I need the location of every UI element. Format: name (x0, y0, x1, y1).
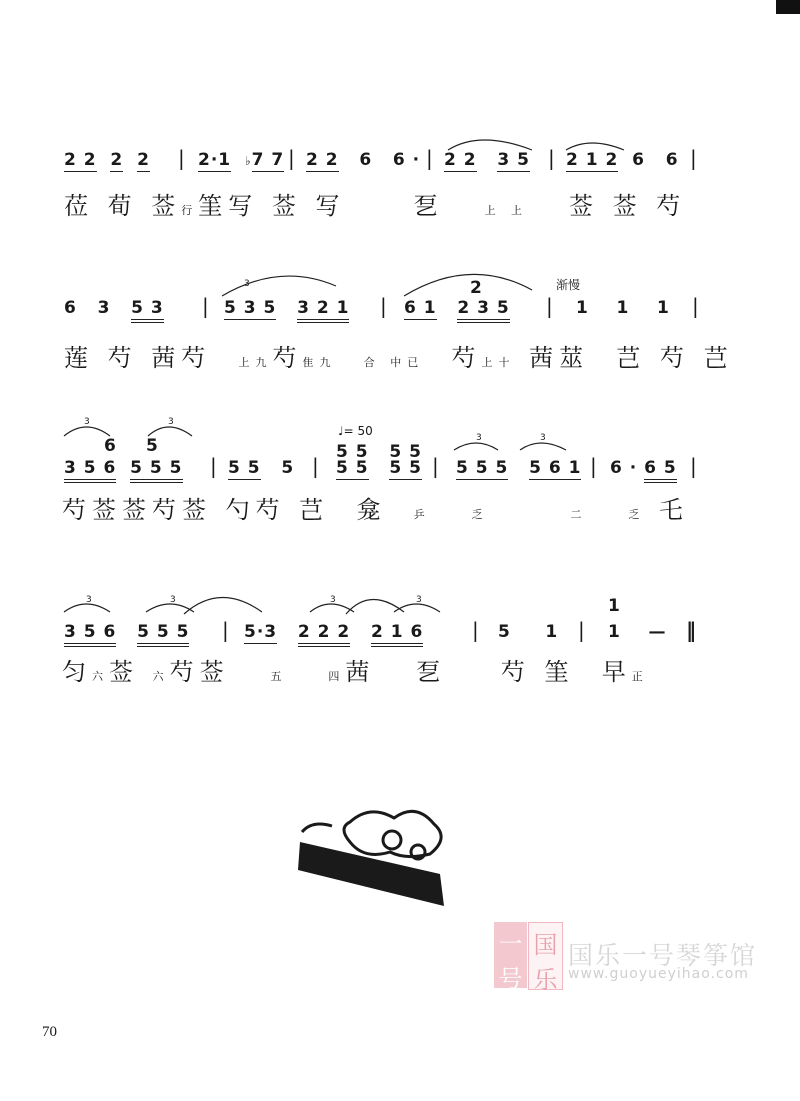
notation-measure-9: 1 1 1 (576, 298, 670, 318)
watermark-url: www.guoyueyihao.com (568, 966, 749, 982)
tempo-marking-slowing: 渐慢 (556, 278, 581, 292)
barline: | (546, 294, 553, 318)
barline: | (288, 146, 295, 170)
tablature-row-1: 莅 荀 莶行筀写 莶 写 乭 上 上 莶 莶 芍 (64, 192, 687, 220)
notation-measure-12: 5 5 5 5 (336, 458, 422, 478)
notation-measure-4: 2 2 3 5 (444, 150, 530, 170)
triplet-mark: 3 (86, 595, 92, 605)
watermark-site-name: 国乐一号琴筝馆 (568, 941, 758, 970)
notation-measure-17: 5 1 (498, 622, 559, 642)
notation-measure-13: 5 5 5 5 6 1 (456, 458, 582, 478)
upper-note: 2 (470, 278, 483, 298)
barline: | (578, 618, 585, 642)
barline: | (590, 454, 597, 478)
notation-measure-2: 2·1 ♭7 7 (198, 150, 285, 170)
notation-measure-18: 1 — (608, 622, 667, 642)
triplet-mark: 3 (168, 417, 174, 427)
barline: | (690, 454, 697, 478)
slur (222, 276, 336, 296)
notation-measure-5: 2 1 2 6 6 (566, 150, 679, 170)
triplet-mark: 3 (476, 433, 482, 443)
notation-measure-14: 6 · 6 5 (610, 458, 677, 478)
tempo-marking: ♩= 50 (338, 424, 373, 438)
notation-measure-7: 5 3 5 3 2 1 (224, 298, 349, 318)
watermark-logo-right: 国 乐 (528, 922, 563, 990)
barline: | (692, 294, 699, 318)
slur (148, 427, 192, 436)
slur (146, 604, 194, 612)
decorative-ornament-illustration (298, 811, 444, 906)
notation-row-3: 3 5 6 5 5 5 (64, 458, 183, 478)
triplet-mark: 3 (244, 279, 250, 289)
triplet-mark: 3 (84, 417, 90, 427)
notation-measure-3: 2 2 6 6 · (306, 150, 421, 170)
barline: | (690, 146, 697, 170)
tablature-row-3: 芍莶莶芍莶 勺芍 芑 龛 乒 乏 二 乏 乇 (62, 496, 689, 524)
page-number: 70 (42, 1024, 57, 1040)
final-barline: ‖ (686, 618, 696, 642)
watermark-logo-left: 一 号 (494, 922, 527, 988)
fermata-note: 1 (608, 596, 621, 616)
slur (394, 604, 440, 612)
notation-measure-16: 5·3 2 2 2 2 1 6 (244, 622, 423, 642)
slur (454, 443, 498, 450)
upper-note: 5 (146, 436, 159, 456)
slur (520, 443, 566, 450)
slur (566, 143, 624, 150)
slur (64, 427, 110, 436)
notation-row-4: 3 5 6 5 5 5 (64, 622, 189, 642)
notation-row-2: 6 3 5 3 (64, 298, 164, 318)
slur (404, 274, 532, 296)
triplet-mark: 3 (170, 595, 176, 605)
triplet-mark: 3 (330, 595, 336, 605)
barline: | (548, 146, 555, 170)
barline: | (202, 294, 209, 318)
barline: | (222, 618, 229, 642)
triplet-mark: 3 (540, 433, 546, 443)
tablature-row-4: 匀六莶 六芍莶 五 四茜 乭 芍 筀 早正 (62, 658, 649, 686)
barline: | (426, 146, 433, 170)
notation-row-1: 2 2 2 2 (64, 150, 150, 170)
upper-note: 6 (104, 436, 117, 456)
barline: | (312, 454, 319, 478)
slur (184, 597, 262, 614)
notation-measure-8: 6 1 2 3 5 (404, 298, 510, 318)
tablature-row-2: 莲 芍 茜芍 上九芍隹九 合 中已 芍上十 茜莁 芑 芍 芑 (64, 344, 734, 372)
barline: | (472, 618, 479, 642)
triplet-mark: 3 (416, 595, 422, 605)
slur (448, 140, 532, 150)
barline: | (210, 454, 217, 478)
barline: | (380, 294, 387, 318)
notation-measure-11: 5 5 5 (228, 458, 295, 478)
barline: | (432, 454, 439, 478)
slur (346, 599, 404, 614)
barline: | (178, 146, 185, 170)
slur (64, 604, 110, 612)
slur (310, 604, 354, 612)
upper-note: 5 5 5 5 (336, 442, 422, 462)
